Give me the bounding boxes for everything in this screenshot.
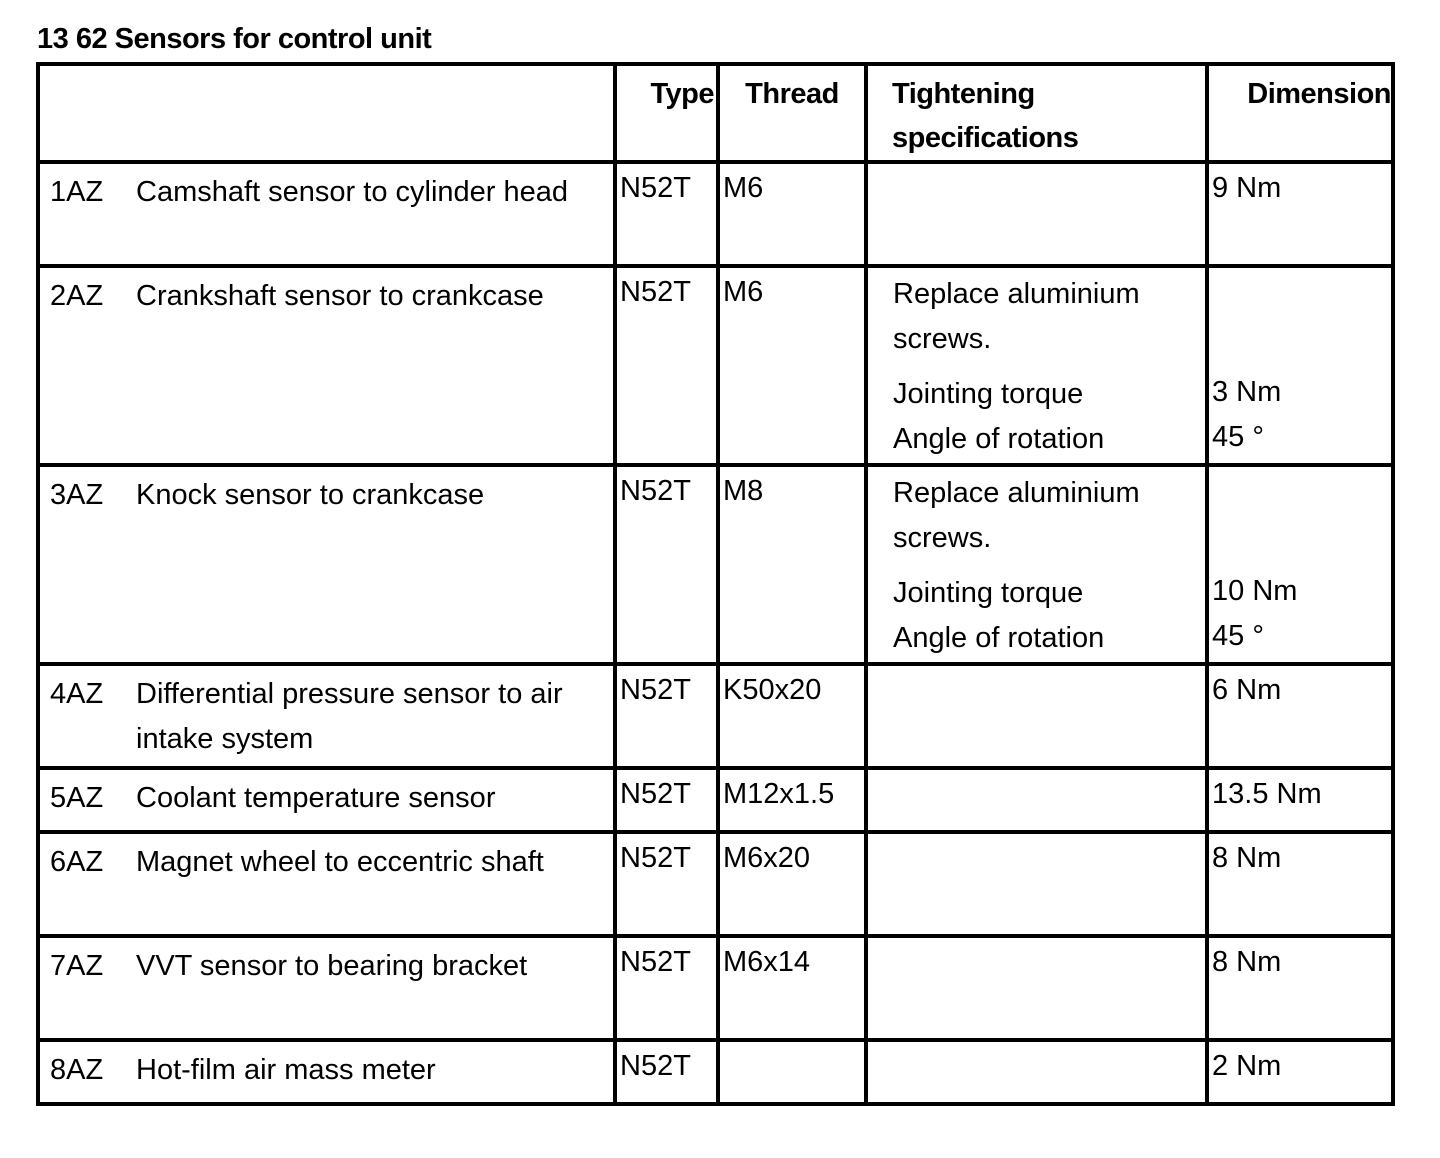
row-dimension: [1207, 465, 1393, 664]
row-code: 8AZ: [50, 1054, 104, 1086]
torque-spec-table: [36, 62, 1395, 1106]
row-item-cell: [38, 266, 615, 465]
row-tightening: [866, 664, 1207, 768]
row-code: 5AZ: [50, 782, 104, 814]
row-item-cell: [38, 1040, 615, 1104]
row-type: N52T: [615, 768, 718, 832]
row-dimension: 8 Nm: [1207, 936, 1393, 1040]
row-description: Differential pressure sensor to air intake system: [136, 678, 563, 755]
row-item-cell: [38, 768, 615, 832]
row-description: Magnet wheel to eccentric shaft: [136, 846, 544, 878]
header-dimension: Dimension: [1207, 64, 1393, 162]
row-tightening: [866, 1040, 1207, 1104]
spec-value: 10 Nm: [1212, 575, 1298, 607]
row-dimension: 6 Nm: [1207, 664, 1393, 768]
row-tightening: [866, 936, 1207, 1040]
row-dimension: [1207, 266, 1393, 465]
row-description: Knock sensor to crankcase: [136, 479, 485, 511]
spec-label: Jointing torque: [893, 378, 1084, 410]
spec-value: 3 Nm: [1212, 376, 1282, 408]
table-row: [38, 1040, 1393, 1104]
spec-note: Replace aluminium screws.: [893, 477, 1140, 554]
row-tightening: [866, 162, 1207, 266]
row-type: N52T: [615, 936, 718, 1040]
row-type: N52T: [615, 664, 718, 768]
row-dimension: 8 Nm: [1207, 832, 1393, 936]
spec-label: Angle of rotation: [893, 622, 1105, 654]
row-thread: K50x20: [718, 664, 866, 768]
spec-value: 45 °: [1212, 421, 1264, 453]
row-code: 7AZ: [50, 950, 104, 982]
table-row: [38, 768, 1393, 832]
row-thread: M8: [718, 465, 866, 664]
table-header-row: [38, 64, 1393, 162]
row-description: VVT sensor to bearing bracket: [136, 950, 528, 982]
row-description: Crankshaft sensor to crankcase: [136, 280, 544, 312]
spec-label: Angle of rotation: [893, 423, 1105, 455]
table-row: [38, 266, 1393, 465]
header-type: Type: [615, 64, 718, 162]
row-description: Coolant temperature sensor: [136, 782, 496, 814]
row-tightening: [866, 465, 1207, 664]
row-type: N52T: [615, 266, 718, 465]
header-thread: Thread: [718, 64, 866, 162]
table-row: [38, 162, 1393, 266]
row-dimension: 9 Nm: [1207, 162, 1393, 266]
table-row: [38, 832, 1393, 936]
spec-value: 45 °: [1212, 620, 1264, 652]
row-thread: M12x1.5: [718, 768, 866, 832]
row-code: 3AZ: [50, 479, 104, 511]
row-tightening: [866, 768, 1207, 832]
row-item-cell: [38, 936, 615, 1040]
spec-label: Jointing torque: [893, 577, 1084, 609]
row-tightening: [866, 266, 1207, 465]
row-code: 6AZ: [50, 846, 104, 878]
table-row: [38, 664, 1393, 768]
spec-note: Replace aluminium screws.: [893, 278, 1140, 355]
row-type: N52T: [615, 465, 718, 664]
header-tightening: Tightening specifications: [866, 64, 1207, 162]
row-type: N52T: [615, 832, 718, 936]
row-code: 2AZ: [50, 280, 104, 312]
row-tightening: [866, 832, 1207, 936]
row-description: Hot-film air mass meter: [136, 1054, 436, 1086]
row-thread: M6x20: [718, 832, 866, 936]
row-description: Camshaft sensor to cylinder head: [136, 176, 568, 208]
row-type: N52T: [615, 162, 718, 266]
row-thread: [718, 1040, 866, 1104]
row-thread: M6: [718, 162, 866, 266]
row-code: 4AZ: [50, 678, 104, 710]
row-item-cell: [38, 162, 615, 266]
document-title: 13 62 Sensors for control unit: [37, 23, 432, 55]
row-dimension: 13.5 Nm: [1207, 768, 1393, 832]
row-item-cell: [38, 465, 615, 664]
table-row: [38, 936, 1393, 1040]
row-item-cell: [38, 832, 615, 936]
row-thread: M6: [718, 266, 866, 465]
header-item: [38, 64, 615, 162]
row-code: 1AZ: [50, 176, 104, 208]
row-type: N52T: [615, 1040, 718, 1104]
row-item-cell: [38, 664, 615, 768]
table-row: [38, 465, 1393, 664]
row-thread: M6x14: [718, 936, 866, 1040]
row-dimension: 2 Nm: [1207, 1040, 1393, 1104]
